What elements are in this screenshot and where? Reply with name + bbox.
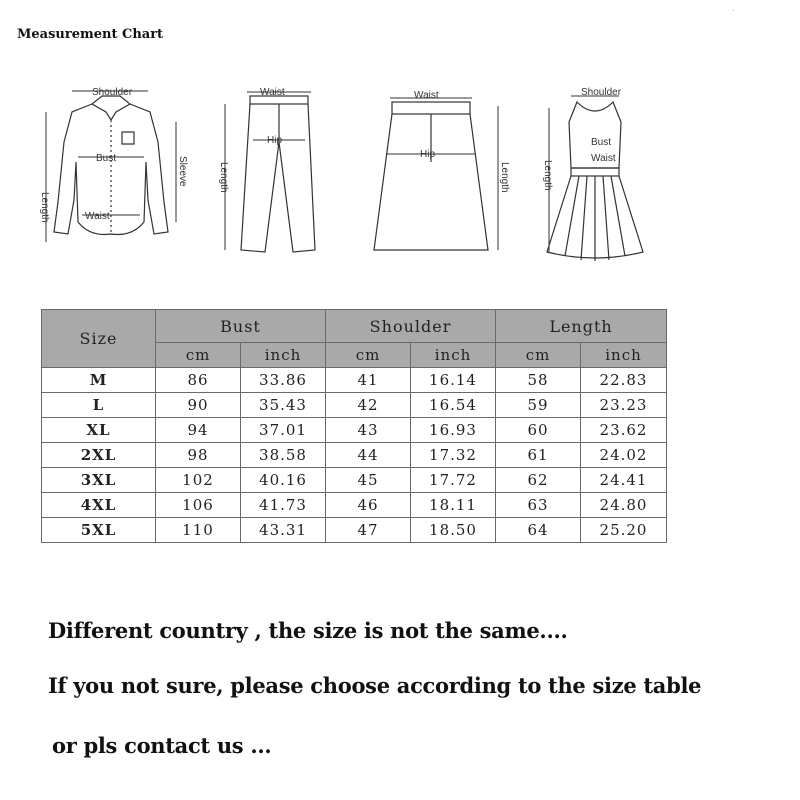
group-header-shoulder: Shoulder	[326, 310, 496, 343]
table-cell: 43	[326, 418, 411, 443]
table-cell: 23.23	[581, 393, 667, 418]
unit-header: inch	[581, 343, 667, 368]
table-row	[42, 493, 667, 518]
table-cell: 33.86	[241, 368, 326, 393]
length-label: Length	[218, 162, 229, 193]
skirt-diagram	[360, 82, 510, 257]
page-title: Measurement Chart	[17, 27, 164, 42]
table-cell: 17.32	[411, 443, 496, 468]
size-cell: 2XL	[42, 443, 156, 468]
table-cell: 102	[156, 468, 241, 493]
table-cell: 40.16	[241, 468, 326, 493]
table-cell: 47	[326, 518, 411, 543]
table-row	[42, 368, 667, 393]
table-cell: 23.62	[581, 418, 667, 443]
table-row	[42, 393, 667, 418]
size-table	[41, 309, 667, 543]
unit-header: cm	[496, 343, 581, 368]
waist-label: Waist	[260, 87, 285, 98]
table-row	[42, 468, 667, 493]
table-cell: 41	[326, 368, 411, 393]
hip-label: Hip	[267, 135, 283, 146]
shirt-diagram	[30, 82, 195, 257]
table-cell: 24.02	[581, 443, 667, 468]
length-label: Length	[542, 160, 553, 191]
table-cell: 64	[496, 518, 581, 543]
table-cell: 43.31	[241, 518, 326, 543]
table-cell: 110	[156, 518, 241, 543]
table-cell: 86	[156, 368, 241, 393]
table-cell: 18.50	[411, 518, 496, 543]
table-cell: 58	[496, 368, 581, 393]
table-cell: 16.14	[411, 368, 496, 393]
bust-label: Bust	[591, 137, 612, 148]
table-cell: 62	[496, 468, 581, 493]
size-header: Size	[42, 310, 156, 368]
length-label: Length	[39, 192, 50, 223]
table-cell: 24.80	[581, 493, 667, 518]
length-label: Length	[499, 162, 510, 193]
table-cell: 44	[326, 443, 411, 468]
size-cell: 5XL	[42, 518, 156, 543]
size-cell: 4XL	[42, 493, 156, 518]
waist-label: Waist	[414, 90, 439, 101]
dress-diagram	[535, 82, 655, 264]
table-cell: 45	[326, 468, 411, 493]
table-cell: 41.73	[241, 493, 326, 518]
table-cell: 90	[156, 393, 241, 418]
table-cell: 42	[326, 393, 411, 418]
table-cell: 106	[156, 493, 241, 518]
unit-header: cm	[156, 343, 241, 368]
sleeve-label: Sleeve	[177, 156, 188, 187]
unit-header: cm	[326, 343, 411, 368]
table-cell: 59	[496, 393, 581, 418]
table-cell: 60	[496, 418, 581, 443]
table-cell: 25.20	[581, 518, 667, 543]
table-cell: 63	[496, 493, 581, 518]
table-row	[42, 443, 667, 468]
hip-label: Hip	[420, 149, 436, 160]
size-cell: XL	[42, 418, 156, 443]
bust-label: Bust	[96, 153, 117, 164]
table-cell: 24.41	[581, 468, 667, 493]
table-row	[42, 418, 667, 443]
size-cell: 3XL	[42, 468, 156, 493]
table-cell: 61	[496, 443, 581, 468]
table-row	[42, 518, 667, 543]
size-cell: M	[42, 368, 156, 393]
shoulder-label: Shoulder	[581, 87, 622, 98]
table-cell: 16.54	[411, 393, 496, 418]
waist-label: Waist	[85, 211, 110, 222]
table-cell: 22.83	[581, 368, 667, 393]
speck	[733, 10, 734, 11]
group-header-bust: Bust	[156, 310, 326, 343]
table-cell: 16.93	[411, 418, 496, 443]
pants-diagram	[215, 82, 325, 262]
table-cell: 94	[156, 418, 241, 443]
table-cell: 35.43	[241, 393, 326, 418]
table-cell: 17.72	[411, 468, 496, 493]
table-cell: 98	[156, 443, 241, 468]
table-cell: 46	[326, 493, 411, 518]
note-size-table: If you not sure, please choose according to the size table	[48, 673, 702, 698]
shoulder-label: Shoulder	[92, 87, 133, 98]
size-cell: L	[42, 393, 156, 418]
table-cell: 18.11	[411, 493, 496, 518]
note-country: Different country , the size is not the same....	[48, 618, 568, 643]
table-cell: 38.58	[241, 443, 326, 468]
note-contact: or pls contact us ...	[52, 733, 272, 758]
unit-header: inch	[241, 343, 326, 368]
table-cell: 37.01	[241, 418, 326, 443]
group-header-length: Length	[496, 310, 667, 343]
unit-header: inch	[411, 343, 496, 368]
waist-label: Waist	[591, 153, 616, 164]
